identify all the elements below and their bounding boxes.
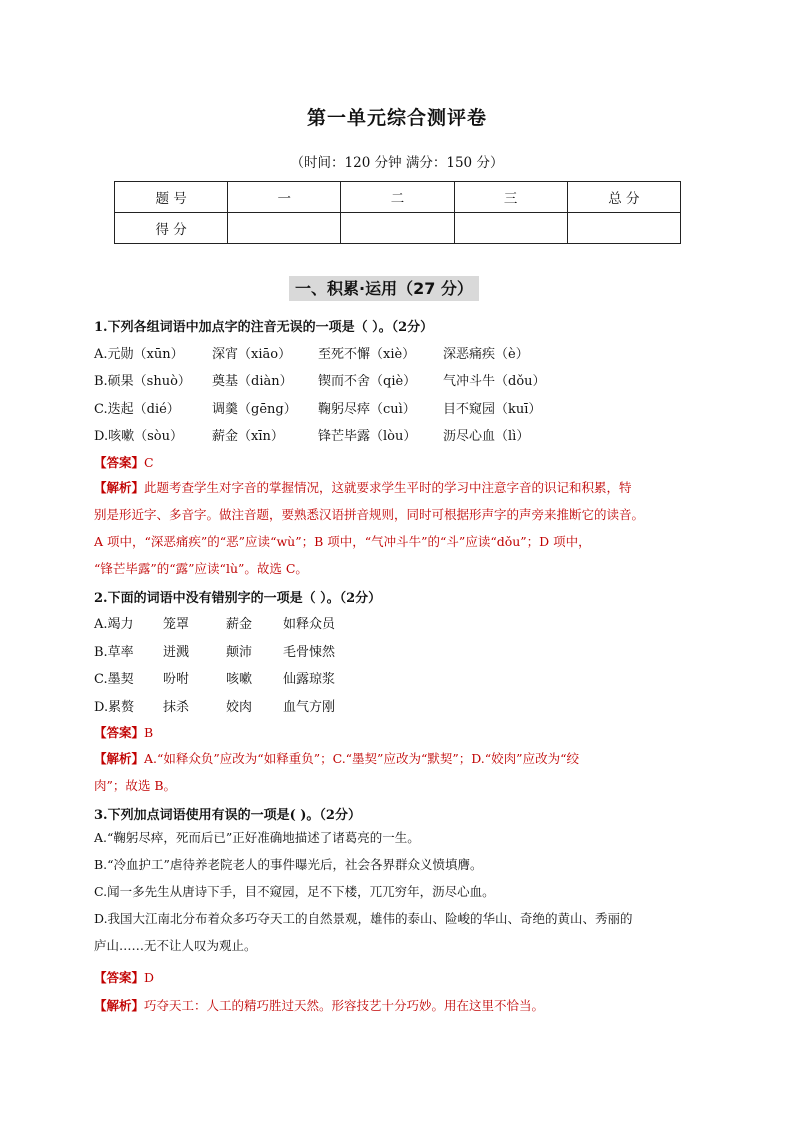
page-title: 第一单元综合测评卷 bbox=[306, 107, 487, 129]
answer-value: B bbox=[144, 725, 154, 740]
question-3-options bbox=[94, 824, 706, 959]
option-line: A.“鞠躬尽瘁，死而后已”正好准确地描述了诸葛亮的一生。 bbox=[94, 830, 420, 845]
question-2-answer bbox=[94, 723, 153, 741]
analysis-line: A.“如释众负”应改为“如释重负”；C.“墨契”应改为“默契”；D.“姣肉”应改为“绞 bbox=[144, 751, 579, 766]
option-item: 薪金 bbox=[226, 617, 253, 632]
analysis-label: 【解析】 bbox=[94, 480, 145, 495]
question-3-stem: 3.下列加点词语使用有误的一项是( )。（2分） bbox=[94, 808, 361, 823]
option-item: 颠沛 bbox=[226, 645, 253, 660]
option-item: 鞠躬尽瘁（cuì） bbox=[318, 402, 416, 417]
option-item: 至死不懈（xiè） bbox=[318, 347, 416, 362]
option-item: 仙露琼浆 bbox=[283, 672, 336, 687]
option-item: 薪金（xīn） bbox=[212, 429, 284, 444]
option-item: 笼罩 bbox=[163, 617, 190, 632]
score-input-cell[interactable] bbox=[567, 213, 680, 244]
question-2-analysis bbox=[94, 745, 706, 799]
option-item: 吩咐 bbox=[163, 672, 190, 687]
analysis-line: 巧夺天工：人工的精巧胜过天然。形容技艺十分巧妙。用在这里不恰当。 bbox=[144, 998, 545, 1013]
exam-time-info: （时间：120 分钟 满分：150 分） bbox=[290, 155, 504, 171]
option-item: 锲而不舍（qiè） bbox=[318, 374, 417, 389]
option-line: 庐山……无不让人叹为观止。 bbox=[94, 938, 257, 953]
score-header-cell: 一 bbox=[228, 182, 341, 213]
score-table-score-row bbox=[115, 213, 681, 244]
option-item: 如释众员 bbox=[283, 617, 336, 632]
option-item: D.累赘 bbox=[94, 700, 135, 715]
answer-label: 【答案】 bbox=[94, 725, 145, 740]
option-item: 奠基（diàn） bbox=[212, 374, 293, 389]
option-item: C.墨契 bbox=[94, 672, 134, 687]
score-header-cell: 三 bbox=[454, 182, 567, 213]
option-item: 姣肉 bbox=[226, 700, 253, 715]
score-table bbox=[114, 181, 681, 244]
option-item: A.竭力 bbox=[94, 617, 134, 632]
score-header-cell: 二 bbox=[341, 182, 454, 213]
analysis-line: 肉”；故选 B。 bbox=[94, 778, 177, 793]
question-3-answer bbox=[94, 968, 154, 986]
option-item: 迸溅 bbox=[163, 645, 190, 660]
question-1-stem: 1.下列各组词语中加点字的注音无误的一项是（ ）。（2分） bbox=[94, 320, 434, 335]
option-item: 深宵（xiāo） bbox=[212, 347, 292, 362]
option-item: 血气方刚 bbox=[283, 700, 336, 715]
option-item: D.咳嗽（sòu） bbox=[94, 429, 183, 444]
option-item: C.迭起（dié） bbox=[94, 402, 180, 417]
answer-value: C bbox=[144, 455, 154, 470]
score-input-cell[interactable] bbox=[341, 213, 454, 244]
analysis-line: A 项中，“深恶痛疾”的“恶”应读“wù”；B 项中，“气冲斗牛”的“斗”应读“dǒu”；D 项中， bbox=[94, 534, 591, 549]
option-line: C.闻一多先生从唐诗下手，目不窥园，足不下楼，兀兀穷年，沥尽心血。 bbox=[94, 884, 495, 899]
score-header-cell: 题 号 bbox=[115, 182, 228, 213]
analysis-line: 别是形近字、多音字。做注音题，要熟悉汉语拼音规则，同时可根据形声字的声旁来推断它的读音。 bbox=[94, 507, 645, 522]
question-1-answer bbox=[94, 453, 154, 471]
option-item: 咳嗽 bbox=[226, 672, 253, 687]
analysis-label: 【解析】 bbox=[94, 998, 145, 1013]
analysis-label: 【解析】 bbox=[94, 751, 145, 766]
question-1-analysis bbox=[94, 474, 706, 582]
analysis-line: “锋芒毕露”的“露”应读“lù”。故选 C。 bbox=[94, 561, 308, 576]
option-item: B.草率 bbox=[94, 645, 134, 660]
option-item: 抹杀 bbox=[163, 700, 190, 715]
option-item: 深恶痛疾（è） bbox=[443, 347, 529, 362]
option-item: B.硕果（shuò） bbox=[94, 374, 191, 389]
option-line: B.“冷血护工”虐待养老院老人的事件曝光后，社会各界群众义愤填膺。 bbox=[94, 857, 483, 872]
option-line: D.我国大江南北分布着众多巧夺天工的自然景观，雄伟的泰山、险峻的华山、奇绝的黄山、秀丽的 bbox=[94, 911, 633, 926]
question-3-analysis bbox=[94, 996, 544, 1014]
option-item: 气冲斗牛（dǒu） bbox=[443, 374, 546, 389]
answer-value: D bbox=[144, 970, 155, 985]
answer-label: 【答案】 bbox=[94, 455, 145, 470]
option-item: 毛骨悚然 bbox=[283, 645, 336, 660]
option-item: 目不窥园（kuī） bbox=[443, 402, 542, 417]
score-input-cell[interactable] bbox=[228, 213, 341, 244]
section-heading: 一、积累·运用（27 分） bbox=[289, 276, 479, 301]
question-2-stem: 2.下面的词语中没有错别字的一项是（ ）。（2分） bbox=[94, 591, 382, 606]
score-input-cell[interactable] bbox=[454, 213, 567, 244]
analysis-line: 此题考查学生对字音的掌握情况，这就要求学生平时的学习中注意字音的识记和积累，特 bbox=[144, 480, 632, 495]
score-row-label: 得 分 bbox=[115, 213, 228, 244]
option-item: 调羹（gēng） bbox=[212, 402, 297, 417]
option-item: A.元勋（xūn） bbox=[94, 347, 184, 362]
answer-label: 【答案】 bbox=[94, 970, 145, 985]
score-table-header-row bbox=[115, 182, 681, 213]
score-header-cell: 总 分 bbox=[567, 182, 680, 213]
option-item: 锋芒毕露（lòu） bbox=[318, 429, 417, 444]
option-item: 沥尽心血（lì） bbox=[443, 429, 530, 444]
